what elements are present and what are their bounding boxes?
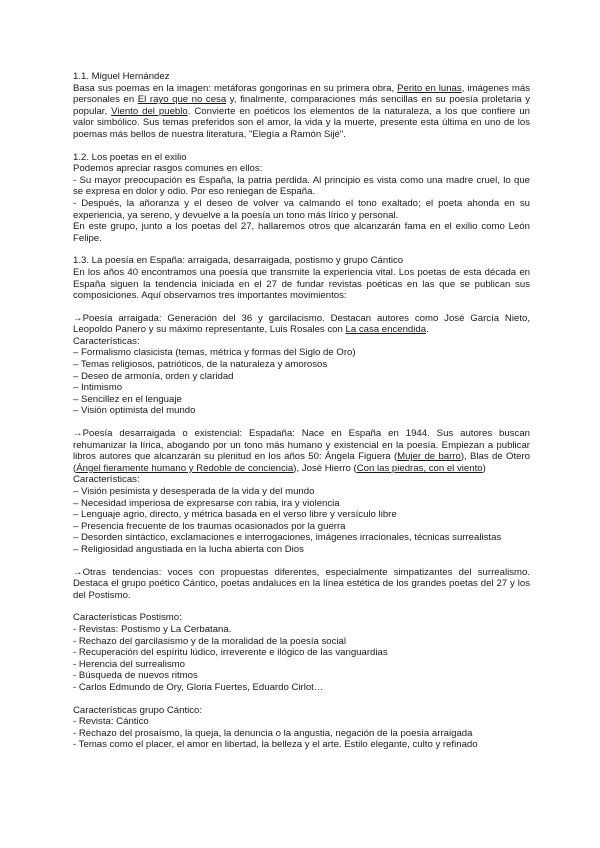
text-run: ), José Hierro ( [293,462,357,474]
characteristics-heading: Características: [73,474,140,486]
list-item: - Rechazo del prosaísmo, la queja, la denuncia o la angustia, negación de la poesía arraigada [73,727,473,739]
movement-lead [73,428,530,474]
list-item: - Su mayor preocupación es España, la patria perdida. Al principio es vista como una madre cruel, lo que se expresa en dolor y odio. Por eso reniegan de España. [73,174,530,198]
work-title-mujer-de-barro: Mujer de barro [397,451,461,463]
section-paragraph: En este grupo, junto a los poetas del 27, hallaremos otros que alcanzarán fama en el exilio como León Felipe. [73,221,530,244]
characteristics-list [73,716,530,751]
text-run: y, finalmente, comparaciones más sencillas en su poesía proletaria y popular, [73,94,530,117]
list-item: - Búsqueda de nuevos ritmos [73,670,198,682]
section-exilio [73,152,530,245]
list-item: – Temas religiosos, patrióticos, de la naturaleza y amorosos [73,359,328,371]
work-title-viento: Viento del pueblo [111,105,188,117]
list-item: – Deseo de armonía, orden y claridad [73,370,234,382]
characteristics-list [73,347,530,417]
section-title: 1.3. La poesía en España: arraigada, desarraigada, postismo y grupo Cántico [73,255,404,267]
movement-desarraigada [73,428,530,556]
section-intro: Podemos apreciar rasgos comunes en ellos: [73,163,263,175]
work-title-angel-fieramente: Ángel fieramente humano y Redoble de conciencia [76,462,294,474]
list-item: - Rechazo del garcilasismo y de la moralidad de la poesía social [73,635,347,647]
text-run: Basa sus poemas en la imagen: metáforas gongorinas en su primera obra, [73,82,395,94]
list-item: – Intimismo [73,382,123,394]
characteristics-list [73,624,530,694]
text-run: . Convierte en poéticos los elementos de la naturaleza, a los que confiere un valor simbólico. Sus temas preferidos son el amor, la vida y la muerte, presente esta última en uno de los poemas más bellos de nuestra literatura, "Elegía a Ramón Sijé". [73,105,531,140]
work-title-casa-encendida: La casa encendida [345,324,427,336]
list-item: – Formalismo clasicista (temas, métrica y formas del Siglo de Oro) [73,347,356,359]
work-title-perito: Perito en lunas [397,82,462,94]
characteristics-heading: Características grupo Cántico: [73,704,203,716]
list-item: - Revista: Cántico [73,716,149,728]
section-title: 1.1. Miguel Hernández [73,71,170,82]
list-item: – Presencia frecuente de los traumas ocasionados por la guerra [73,520,346,532]
list-item: - Herencia del surrealismo [73,658,185,670]
list-item: – Necesidad imperiosa de expresarse con rabia, ira y violencia [73,497,340,509]
movement-lead: →Otras tendencias: voces con propuestas diferentes, especialmente simpatizantes del surrealismo. Destaca el grupo poético Cántico, poetas andaluces en la línea estética de los grandes poetas del 27 y los del Postismo. [73,566,530,601]
text-run: →Poesía desarraigada o existencial: Espadaña: Nace en España en 1944. Sus autores buscan rehumanizar la lírica, abogando por un tono más humano y existencial en la poesía. Empiezan a publicar libros autores que alcanzarán su plenitud en los años 50: Ángela Figuera ( [73,428,530,463]
section-title: 1.2. Los poetas en el exilio [73,151,187,163]
list-item: - Revistas: Postismo y La Cerbatana. [73,623,232,635]
list-item: - Temas como el placer, el amor en libertad, la belleza y el arte. Estilo elegante, culto y refinado [73,739,478,751]
characteristics-list [73,486,530,556]
postismo-block [73,612,530,693]
list-item: - Recuperación del espíritu lúdico, irreverente e ilógico de las vanguardias [73,647,388,659]
list-item: – Religiosidad angustiada en la lucha abierta con Dios [73,543,304,555]
list-item: - Carlos Edmundo de Ory, Gloria Fuertes, Eduardo Cirlot… [73,681,324,693]
list-item: – Desorden sintáctico, exclamaciones e interrogaciones, imágenes irracionales, técnicas surrealistas [73,532,502,544]
section-paragraph: En los años 40 encontramos una poesía que transmite la experiencia vital. Los poetas de esta década en España siguen la tendencia iniciada en el 27 de fundar revistas poéticas en las que se publican sus composiciones. Aquí observamos tres importantes movimientos: [73,266,530,302]
text-run: ), Blas de Otero ( [73,451,530,474]
characteristics-heading: Características: [73,335,140,347]
section-miguel-hernandez [73,71,530,141]
list-item: – Visión optimista del mundo [73,405,196,417]
section-poesia-espana [73,255,530,301]
list-item: – Visión pesimista y desesperada de la vida y del mundo [73,486,315,497]
movement-arraigada [73,313,530,417]
text-run: ) [482,462,486,474]
text-run: . [426,324,429,336]
movement-lead [73,313,530,336]
list-item: – Sencillez en el lenguaje [73,393,182,405]
list-item: – Lenguaje agrio, directo, y métrica basada en el verso libre y versículo libre [73,509,397,521]
cantico-block [73,705,530,751]
text-run: →Poesía arraigada: Generación del 36 y garcilacismo. Destacan autores como José García Nieto, Leopoldo Panero y su máximo representante, Luis Rosales con [73,312,530,336]
list-item: - Después, la añoranza y el deseo de volver va calmando el tono exaltado; el poeta ahonda en su experiencia, ya sereno, y devuelve a la poesía un tono más lírico y personal. [73,197,530,221]
text-run: , imágenes más personales en [73,82,531,106]
work-title-rayo: El rayo que no cesa [137,94,227,106]
section-paragraph [73,83,530,141]
characteristics-heading: Características Postismo: [73,612,182,624]
work-title-con-las-piedras: Con las piedras, con el viento [356,462,483,474]
movement-otras [73,567,530,602]
